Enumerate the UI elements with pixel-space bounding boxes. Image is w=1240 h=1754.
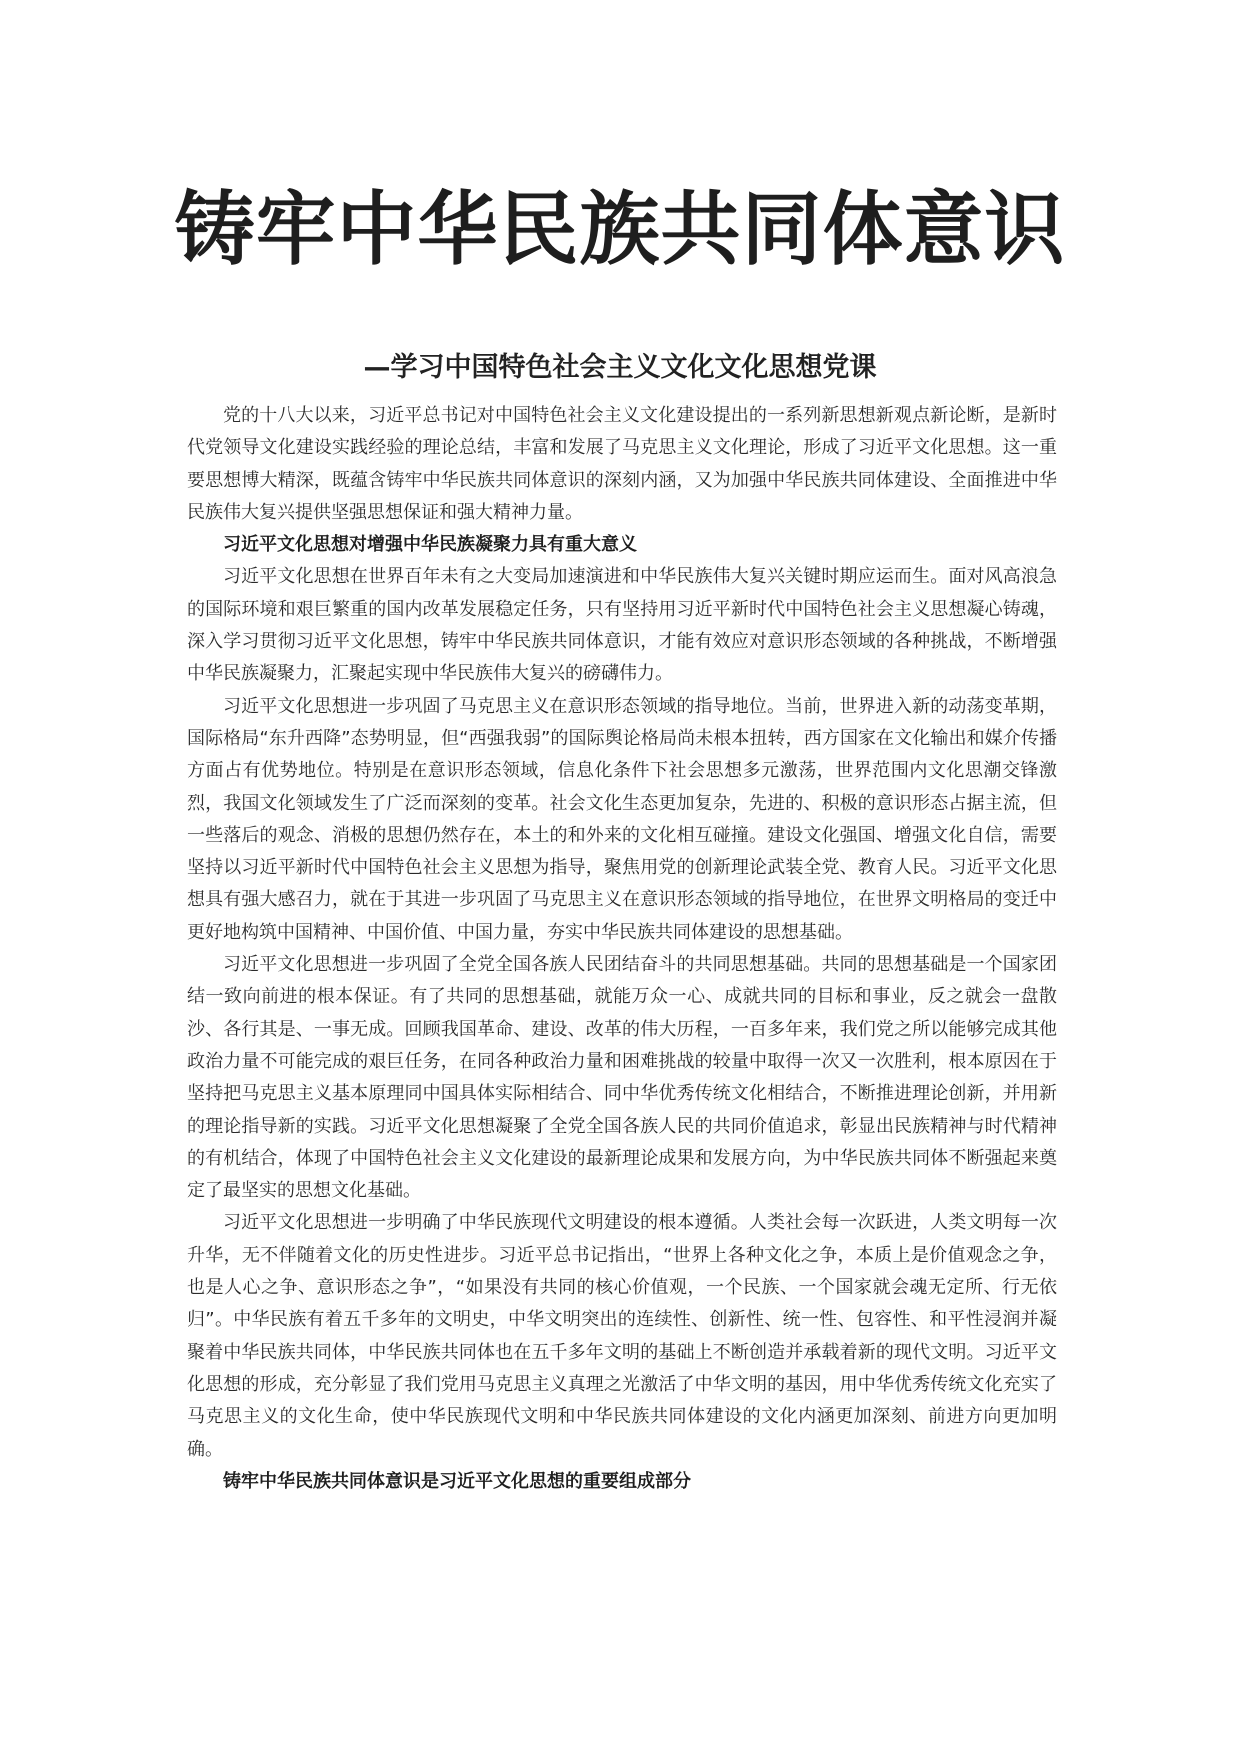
paragraph: 习近平文化思想进一步巩固了全党全国各族人民团结奋斗的共同思想基础。共同的思想基础是一个国家团结一致向前进的根本保证。有了共同的思想基础，就能万众一心、成就共同的目标和事业，反之就会一盘散沙、各行其是、一事无成。回顾我国革命、建设、改革的伟大历程，一百多年来，我们党之所以能够完成其他政治力量不可能完成的艰巨任务，在同各种政治力量和困难挑战的较量中取得一次又一次胜利，根本原因在于坚持把马克思主义基本原理同中国具体实际相结合、同中华优秀传统文化相结合，不断推进理论创新，并用新的理论指导新的实践。习近平文化思想凝聚了全党全国各族人民的共同价值追求，彰显出民族精神与时代精神的有机结合，体现了中国特色社会主义文化建设的最新理论成果和发展方向，为中华民族共同体不断强起来奠定了最坚实的思想文化基础。 xyxy=(187,954,1057,1202)
paragraph: 习近平文化思想进一步巩固了马克思主义在意识形态领域的指导地位。当前，世界进入新的动荡变革期，国际格局“东升西降”态势明显，但“西强我弱”的国际舆论格局尚未根本扭转，西方国家在文化输出和媒介传播方面占有优势地位。特别是在意识形态领域，信息化条件下社会思想多元激荡，世界范围内文化思潮交锋激烈，我国文化领域发生了广泛而深刻的变革。社会文化生态更加复杂，先进的、积极的意识形态占据主流，但一些落后的观念、消极的思想仍然存在，本土的和外来的文化相互碰撞。建设文化强国、增强文化自信，需要坚持以习近平新时代中国特色社会主义思想为指导，聚焦用党的创新理论武装全党、教育人民。习近平文化思想具有强大感召力，就在于其进一步巩固了马克思主义在意识形态领域的指导地位，在世界文明格局的变迁中更好地构筑中国精神、中国价值、中国力量，夯实中华民族共同体建设的思想基础。 xyxy=(187,695,1057,943)
page-subtitle: —学习中国特色社会主义文化文化思想党课 xyxy=(363,352,877,383)
section-heading: 习近平文化思想对增强中华民族凝聚力具有重大意义 xyxy=(223,534,637,556)
page-title: 铸牢中华民族共同体意识 xyxy=(174,183,1066,276)
paragraph-intro: 党的十八大以来，习近平总书记对中国特色社会主义文化建设提出的一系列新思想新观点新论断，是新时代党领导文化建设实践经验的理论总结，丰富和发展了马克思主义文化理论，形成了习近平文化思想。这一重要思想博大精深，既蕴含铸牢中华民族共同体意识的深刻内涵，又为加强中华民族共同体建设、全面推进中华民族伟大复兴提供坚强思想保证和强大精神力量。 xyxy=(187,405,1057,523)
article-body xyxy=(187,400,1057,1498)
paragraph: 习近平文化思想进一步明确了中华民族现代文明建设的根本遵循。人类社会每一次跃进，人类文明每一次升华，无不伴随着文化的历史性进步。习近平总书记指出，“世界上各种文化之争，本质上是价值观念之争，也是人心之争、意识形态之争”，“如果没有共同的核心价值观，一个民族、一个国家就会魂无定所、行无依归”。中华民族有着五千多年的文明史，中华文明突出的连续性、创新性、统一性、包容性、和平性浸润并凝聚着中华民族共同体，中华民族共同体也在五千多年文明的基础上不断创造并承载着新的现代文明。习近平文化思想的形成，充分彰显了我们党用马克思主义真理之光激活了中华文明的基因，用中华优秀传统文化充实了马克思主义的文化生命，使中华民族现代文明和中华民族共同体建设的文化内涵更加深刻、前进方向更加明确。 xyxy=(187,1212,1057,1460)
paragraph: 习近平文化思想在世界百年未有之大变局加速演进和中华民族伟大复兴关键时期应运而生。面对风高浪急的国际环境和艰巨繁重的国内改革发展稳定任务，只有坚持用习近平新时代中国特色社会主义思想凝心铸魂，深入学习贯彻习近平文化思想，铸牢中华民族共同体意识，才能有效应对意识形态领域的各种挑战，不断增强中华民族凝聚力，汇聚起实现中华民族伟大复兴的磅礴伟力。 xyxy=(187,566,1057,685)
section-heading: 铸牢中华民族共同体意识是习近平文化思想的重要组成部分 xyxy=(223,1470,691,1492)
